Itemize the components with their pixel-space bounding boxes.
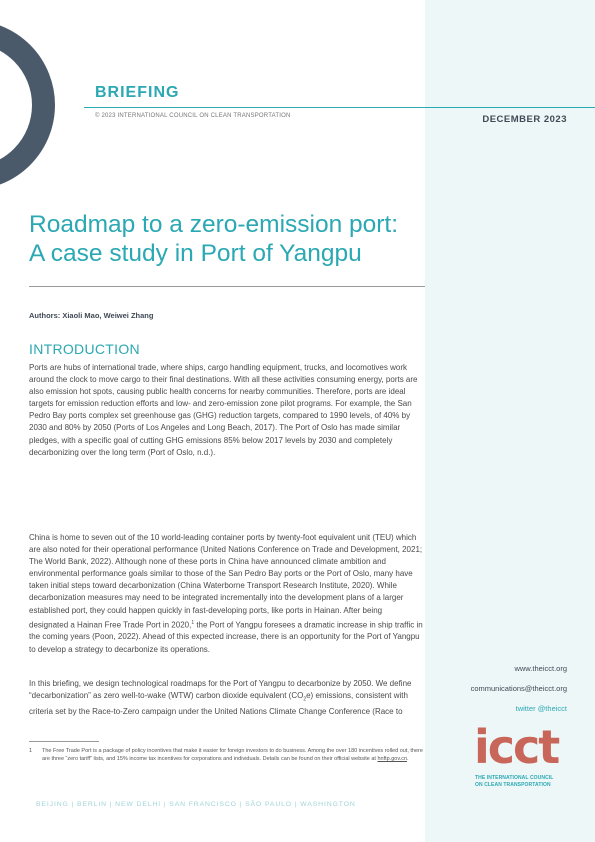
footnote: [29, 747, 423, 763]
paragraph-3-part-b: e) emissions, consistent with criteria set by the Race-to-Zero campaign under the United Nations Climate Change Conference (Race to: [29, 691, 408, 716]
footnote-number: 1: [29, 748, 33, 754]
authors-line: Authors: Xiaoli Mao, Weiwei Zhang: [29, 311, 154, 320]
footnote-rule: [29, 741, 99, 742]
footnote-link[interactable]: hnftp.gov.cn: [377, 756, 408, 762]
office-cities: BEIJING | BERLIN | NEW DELHI | SAN FRANCISCO | SÃO PAULO | WASHINGTON: [36, 801, 356, 808]
email-link[interactable]: communications@theicct.org: [470, 684, 567, 693]
footnote-end: .: [407, 756, 409, 762]
paragraph-1: Ports are hubs of international trade, where ships, cargo handling equipment, trucks, and locomotives work around the clock to move cargo to their final destinations. With all these activities consuming energy, ports are also emission hot spots, causing public health concerns for nearby communities. Therefore, ports are ideal targets for emission reduction efforts and low- and zero-emission zone pilot programs. For example, the San Pedro Bay ports complex set greenhouse gas (GHG) reduction targets, compared to 1990 levels, of 40% by 2030 and 80% by 2050 (Ports of Los Angeles and Long Beach, 2017). The Port of Oslo has made similar pledges, with a specific goal of cutting GHG emissions 85% below 2017 levels by 2030 and completely decarbonizing over the long term (Port of Oslo, n.d.).: [29, 363, 418, 457]
website-link[interactable]: www.theicct.org: [514, 664, 567, 673]
copyright-text: © 2023 INTERNATIONAL COUNCIL ON CLEAN TRANSPORTATION: [95, 113, 291, 119]
footnote-ref-1[interactable]: 1: [191, 619, 195, 626]
logo-wordmark: icct: [474, 720, 559, 774]
page-title: [29, 210, 424, 268]
title-rule: [29, 286, 425, 287]
briefing-label: BRIEFING: [95, 84, 180, 101]
footnote-text: [42, 747, 423, 763]
publication-date: DECEMBER 2023: [482, 114, 567, 125]
right-sidebar: [425, 0, 595, 842]
paragraph-2: [29, 532, 423, 656]
icct-logo: [474, 720, 570, 794]
paragraph-3-part-a: In this briefing, we design technological roadmaps for the Port of Yangpu to decarbonize by 2050. We define “decarbonization” as zero well-to-wake (WTW) carbon dioxide equivalent (CO: [29, 679, 412, 701]
subscript-2: 2: [303, 696, 307, 703]
title-line-1: Roadmap to a zero-emission port:: [29, 211, 399, 238]
paragraph-2-part-b: the Port of Yangpu foresees a dramatic increase in ship traffic in the coming years (Poon, 2022). Ahead of this expected increase, there is an opportunity for the Port of Yangpu to develop a strategy to decarbonize its operations.: [29, 620, 423, 654]
footnote-body: The Free Trade Port is a package of policy incentives that make it easier for foreign investors to do business. Among the over 180 incentives rolled out, there are three “zero tariff” lists, and 15% income tax incentives for corporations and individuals. Details can be found on their official website at: [42, 748, 423, 762]
paragraph-2-part-a: China is home to seven out of the 10 world-leading container ports by twenty-foot equivalent unit (TEU) which are also noted for their operational performance (United Nations Conference on Trade and Development, 2021; The World Bank, 2022). Although none of these ports in China have announced climate ambition and environmental performance goals similar to those of the San Pedro Bay ports or the Port of Oslo, many have taken initial steps toward decarbonization (China Waterborne Transport Research Institute, 2020). While decarbonization measures may need to be integrated incrementally into the development plans of a larger established port, they could happen quickly in fast-developing ports, like ports in Hainan. After being designated a Hainan Free Trade Port in 2020,: [29, 533, 423, 630]
title-line-2: A case study in Port of Yangpu: [29, 240, 362, 267]
decorative-arc: [0, 20, 55, 190]
logo-tagline-1: THE INTERNATIONAL COUNCIL: [475, 775, 554, 781]
section-heading-introduction: INTRODUCTION: [29, 341, 140, 357]
paragraph-3: [29, 678, 423, 718]
header-rule: [84, 107, 595, 108]
logo-tagline-2: ON CLEAN TRANSPORTATION: [475, 782, 551, 788]
twitter-link[interactable]: twitter @theicct: [515, 704, 567, 713]
